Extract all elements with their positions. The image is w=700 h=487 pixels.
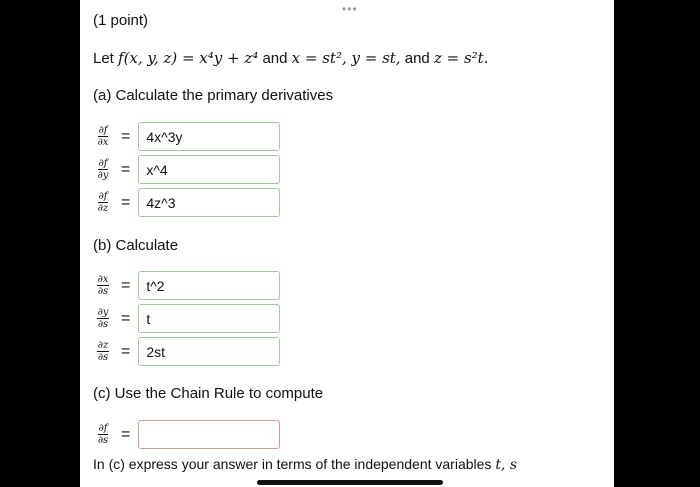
part-a-heading: (a) Calculate the primary derivatives — [93, 87, 334, 104]
derivative-row-dy-ds: $\frac{\partial y}{\partial s}$ = t — [93, 303, 280, 334]
home-indicator[interactable] — [257, 480, 443, 485]
fraction: $\frac{\partial f}{\partial s}$ — [97, 423, 109, 446]
part-b-heading: (b) Calculate — [93, 237, 179, 254]
z-definition: z = s²t. — [433, 49, 489, 67]
derivative-row-df-dx: $\frac{\partial f}{\partial x}$ = 4x^3y — [93, 121, 280, 152]
answer-input-dy-ds[interactable]: t — [138, 304, 280, 333]
derivative-row-dz-ds: $\frac{\partial z}{\partial s}$ = 2st — [93, 336, 280, 367]
derivative-row-df-dz: $\frac{\partial f}{\partial z}$ = 4z^3 — [93, 187, 280, 218]
fraction: $\frac{\partial f}{\partial y}$ — [97, 158, 109, 181]
derivative-row-df-dy: $\frac{\partial f}{\partial y}$ = x^4 — [93, 154, 280, 185]
part-c-heading: (c) Use the Chain Rule to compute — [93, 385, 324, 402]
answer-input-df-dx[interactable]: 4x^3y — [138, 122, 280, 151]
more-dots-icon[interactable]: ••• — [342, 2, 358, 16]
fraction: $\frac{\partial y}{\partial s}$ — [97, 307, 109, 330]
fraction: $\frac{\partial x}{\partial s}$ — [97, 274, 109, 297]
function-definition: f(x, y, z) = x⁴y + z⁴ — [118, 49, 259, 67]
answer-input-df-dy[interactable]: x^4 — [138, 155, 280, 184]
answer-input-df-dz[interactable]: 4z^3 — [138, 188, 280, 217]
problem-statement: Let f(x, y, z) = x⁴y + z⁴ and x = st², y = st, and z = s²t. — [93, 49, 489, 67]
derivative-row-dx-ds: $\frac{\partial x}{\partial s}$ = t^2 — [93, 270, 280, 301]
answer-input-dx-ds[interactable]: t^2 — [138, 271, 280, 300]
derivative-row-df-ds: $\frac{\partial f}{\partial s}$ = — [93, 419, 280, 450]
fraction: $\frac{\partial f}{\partial z}$ — [97, 191, 109, 214]
answer-input-df-ds[interactable] — [138, 420, 280, 449]
question-panel — [80, 0, 614, 487]
instruction-note: In (c) express your answer in terms of the independent variables t, s — [93, 456, 518, 473]
fraction: $\frac{\partial z}{\partial s}$ — [97, 340, 109, 363]
answer-input-dz-ds[interactable]: 2st — [138, 337, 280, 366]
fraction: $\frac{\partial f}{\partial x}$ — [97, 125, 109, 148]
independent-variables: t, s — [495, 457, 518, 473]
points-label: (1 point) — [93, 12, 149, 29]
xy-definition: x = st², y = st, — [291, 49, 401, 67]
